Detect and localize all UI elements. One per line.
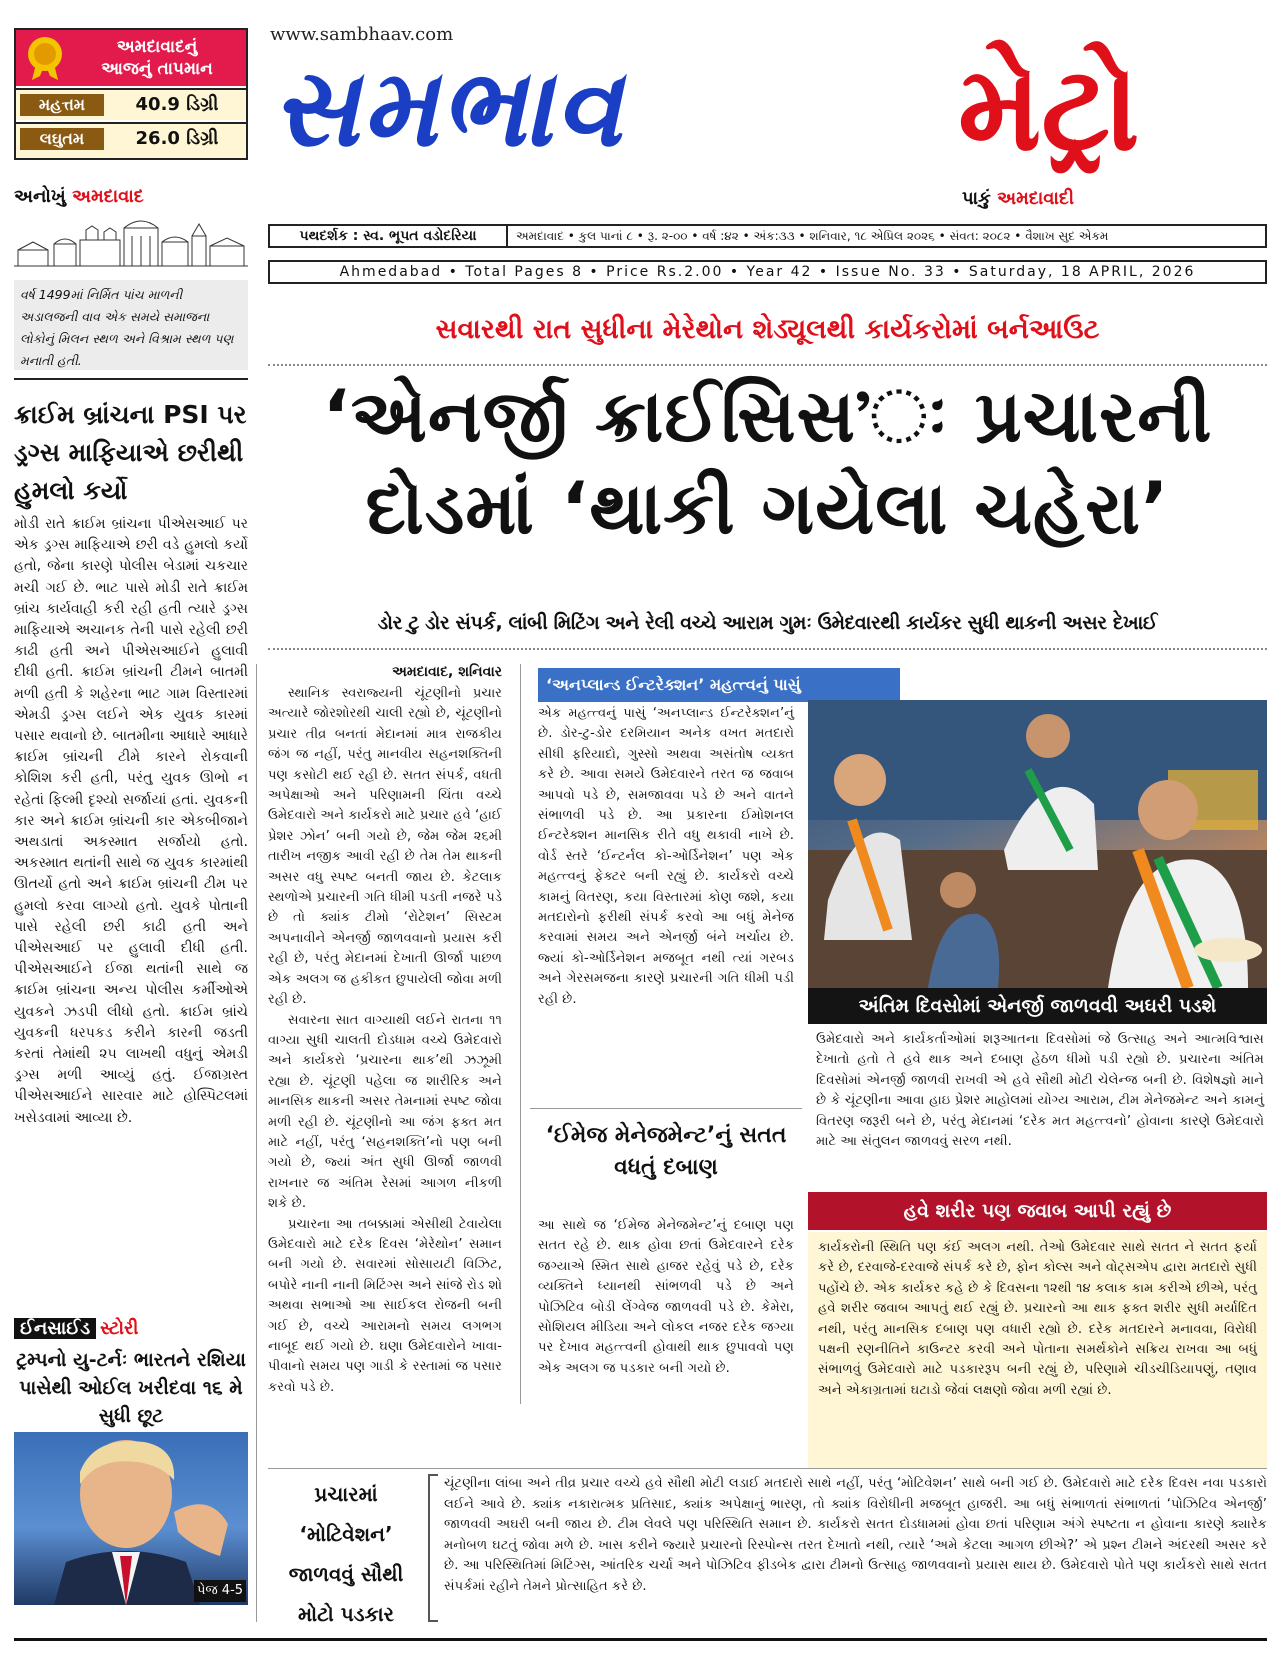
anokhu-caption: વર્ષ 1499માં નિર્મિત પાંચ માળની અડાલજની વાવ એક સમયે સમાજના લોકોનું મિલન સ્થળ અને વિશ્રામ સ્થળ પણ મનાતી હતી. xyxy=(14,280,248,370)
headline-line-2: દોડમાં ‘થાકી ગયેલા ચહેરા’ xyxy=(365,466,1170,550)
weather-box xyxy=(14,28,248,160)
paragraph: સવારના સાત વાગ્યાથી લઈને રાતના ૧૧ વાગ્યા સુધી ચાલતી દોડધામ વચ્ચે ઉમેદવારો અને કાર્યકરો ‘પ્રચારના થાક’થી ઝઝૂમી રહ્યા છે. ચૂંટણી પહેલા જ શારીરિક અને માનસિક થાકની અસર તેમનામાં સ્પષ્ટ જોવા મળી રહી છે. ચૂંટણીનો આ જંગ ફક્ત મત માટે નહીં, પરંતુ ‘સહનશક્તિ’નો પણ બની ગયો છે, જ્યાં અંત સુધી ઊર્જા જાળવી રાખનાર જ અંતિમ રેસમાં આગળ નીકળી શકે છે. xyxy=(268,1012,502,1212)
main-column-1 xyxy=(268,684,502,1398)
bottom-divider xyxy=(268,1468,1267,1469)
box-divider xyxy=(530,1108,802,1109)
inside-tag-a: ઈનસાઈડ xyxy=(14,1318,96,1339)
column-rule xyxy=(256,664,257,1622)
skyline-illustration-icon xyxy=(14,214,248,270)
max-temp-label: મહત્તમ xyxy=(20,94,104,116)
anokhu-label-a: અનોખું xyxy=(14,186,72,207)
left-story-headline: ક્રાઈમ બ્રાંચના PSI પર ડ્રગ્સ માફિયાએ છરીથી હુમલો કર્યો xyxy=(14,400,247,505)
tagline-part-a: પાકું xyxy=(962,188,998,209)
founder-credit: પથદર્શક : સ્વ. ભૂપત વડોદરિયા xyxy=(270,226,508,246)
website-url[interactable]: www.sambhaav.com xyxy=(270,24,454,45)
weather-title: અમદાવાદનું આજનું તાપમાન xyxy=(101,37,213,79)
weather-max-row xyxy=(16,88,246,120)
left-story-body: મોડી રાતે ક્રાઈમ બ્રાંચના પીએસઆઈ પર એક ડ્રગ્સ માફિયાએ છરી વડે હુમલો કર્યો હતો, જેના કારણે પોલીસ બેડામાં ચકચાર મચી ગઈ છે. ભાટ પાસે મોડી રાતે ક્રાઈમ બ્રાંચ કાર્યવાહી કરી રહી હતી ત્યારે ડ્રગ્સ માફિયાએ અચાનક તેની પાસે રહેલી છરી કાઢી હતી અને પીએસઆઈને હુલાવી દીધી હતી. ક્રાઈમ બ્રાંચની ટીમને બાતમી મળી હતી કે શહેરના ભાટ ગામ વિસ્તારમાં એમડી ડ્રગ્સ લઈને એક યુવક કારમાં પસાર થવાનો છે. બાતમીના આધારે આધારે ક્રાઈમ બ્રાંચની ટીમે કારને રોકવાની કોશિશ કરી હતી, પરંતુ યુવક ઊભો ન રહેતાં ફિલ્મી દૃશ્યો સર્જાયાં હતાં. યુવકની કાર અને ક્રાઈમ બ્રાંચની કાર એકબીજાને અથડાતાં અકસ્માત સર્જાયો હતો. અકસ્માત થતાંની સાથે જ યુવક કારમાંથી ઊતર્યો હતો અને ક્રાઈમ બ્રાંચની ટીમ પર હુમલો કરવા લાગ્યો હતો. યુવકે પોતાની પાસે રહેલી છરી કાઢી હતી અને પીએસઆઈ પર હુલાવી દીધી હતી. પીએસઆઈને ઈજા થતાંની સાથે જ ક્રાઈમ બ્રાંચના અન્ય પોલીસ કર્મીઓએ યુવકને ઝડપી લીધો હતો. ક્રાઈમ બ્રાંચે યુવકની ધરપકડ કરીને કારની જડતી કરતાં તેમાંથી ૨૫ લાખથી વધુનું એમડી ડ્રગ્સ મળી આવ્યું હતું. ઈજાગ્રસ્ત પીએસઆઈને સારવાર માટે હોસ્પિટલમાં ખસેડવામાં આવ્યા છે. xyxy=(14,516,248,1126)
image-management-subhead: ‘ઈમેજ મેનેજમેન્ટ’નું સતત વધતું દબાણ xyxy=(545,1123,787,1180)
campaign-photo xyxy=(808,700,1267,988)
dateline-strip-gujarati xyxy=(268,224,1267,248)
tagline-part-b: અમદાવાદી xyxy=(997,188,1075,209)
motivation-body: ચૂંટણીના લાંબા અને તીવ્ર પ્રચાર વચ્ચે હવે સૌથી મોટી લડાઈ મતદારો સાથે નહીં, પરંતુ ‘મોટિવેશન’ સાથે બની ગઈ છે. ઉમેદવારો માટે દરેક દિવસ નવા પડકારો લઈને આવે છે. ક્યાંક નકારાત્મક પ્રતિસાદ, ક્યાંક અપેક્ષાનું ભારણ, તો ક્યાંક વિરોધીની મજબૂત હાજરી. આ બધું સંભાળતાં સંભાળતાં ‘પોઝિટિવ એનર્જી’ જાળવવી અઘરી બની જાય છે. ટીમ લેવલે પણ પરિસ્થિતિ સમાન છે. કાર્યકરો સતત દોડધામમાં હોવા છતાં પરિણામ અંગે સ્પષ્ટતા ન હોવાના કારણે ક્યારેક મનોબળ ઘટતું જોવા મળે છે. ખાસ કરીને જ્યારે પ્રચારનો રિસ્પોન્સ તરત દેખાતો નથી, ત્યારે ‘અમે કેટલા આગળ છીએ?’ એ પ્રશ્ન ટીમને અંદરથી અસર કરે છે. આ પરિસ્થિતિમાં મિટિંગ્સ, આંતરિક ચર્ચા અને પોઝિટિવ ફીડબેક દ્વારા ટીમનો ઉત્સાહ જાળવવાનો પ્રયાસ થાય છે. ઉમેદવારો પોતે પણ કાર્યકરો સાથે સતત સંપર્કમાં રહીને તેમને પ્રોત્સાહિત કરે છે. xyxy=(444,1476,1267,1594)
dateline: અમદાવાદ, શનિવાર xyxy=(392,664,502,680)
logo-sambhaav: સમભાવ xyxy=(267,46,646,171)
paragraph: પ્રચારના આ તબક્કામાં એસીથી ટેવાયેલા ઉમેદવારો માટે દરેક દિવસ ‘મેરેથોન’ સમાન બની ગયો છે. સવારમાં સોસાયટી વિઝિટ, બપોરે નાની નાની મિટિંગ્સ અને સાંજે રોડ શો અથવા સભાઓ આ સાઈકલ રોજની બની ગઈ છે, વચ્ચે આરામનો સમય લગભગ નાબૂદ થઈ ગયો છે. ઘણા ઉમેદવારોને ખાવા-પીવાનો સમય પણ ગાડી કે રસ્તામાં જ પસાર કરવો પડે છે. xyxy=(268,1216,502,1395)
workers-box: કાર્યકરોની સ્થિતિ પણ કંઈ અલગ નથી. તેઓ ઉમેદવાર સાથે સતત ને સતત ફર્યા કરે છે, દરવાજે-દરવાજે સંપર્ક કરે છે, ફોન કોલ્સ અને વોટ્સએપ દ્વારા મતદારો સુધી પહોંચે છે. એક કાર્યકર કહે છે કે દિવસના ૧૨થી ૧૪ કલાક કામ કરીએ છીએ, પરંતુ હવે શરીર જવાબ આપતું થઈ રહ્યું છે. પ્રચારનો આ થાક ફક્ત શરીર સુધી મર્યાદિત નથી, પરંતુ માનસિક દબાણ પણ વધારી રહ્યો છે. દરેક મતદારને મનાવવા, વિરોધી પક્ષની રણનીતિને કાઉન્ટર કરવી અને પોતાના સમર્થકોને સક્રિય રાખવા આ બધું સંભાળવું ઉમેદવારો માટે પડકારરૂપ બની રહ્યું છે, પરિણામે ચીડચીડિયાપણું, તણાવ અને એકાગ્રતામાં ઘટાડો જેવાં લક્ષણો જોવા મળી રહ્યાં છે. xyxy=(808,1232,1267,1468)
min-temp-value: 26.0 ડિગ્રી xyxy=(135,128,219,149)
photo-caption: અંતિમ દિવસોમાં એનર્જી જાળવવી અઘરી પડશે xyxy=(808,988,1267,1024)
main-column-2: એક મહત્ત્વનું પાસું ‘અનપ્લાન્ડ ઈન્ટરેક્શન’નું છે. ડોર-ટુ-ડોર દરમિયાન અનેક વખત મતદારો સીધી ફરિયાદો, ગુસ્સો અથવા અસંતોષ વ્યક્ત કરે છે. આવા સમયે ઉમેદવારને તરત જ જવાબ આપવો પડે છે, સમજાવવા પડે છે અને વાતને સંભાળવી પડે છે. આ પ્રકારના ઈમોશનલ ઈન્ટરેક્શન માનસિક રીતે વધુ થકાવી નાખે છે. વોર્ડ સ્તરે ‘ઈન્ટર્નલ કો-ઓર્ડિનેશન’ પણ એક મહત્ત્વનું ફેક્ટર બની રહ્યું છે. કાર્યકરો વચ્ચે કામનું વિતરણ, કયા વિસ્તારમાં કોણ જશે, કયા મતદારોનો ફરીથી સંપર્ક કરવો આ બધું મેનેજ કરવામાં સમય અને એનર્જી બંને ખર્ચાય છે. જ્યાં કો-ઓર્ડિનેશન મજબૂત નથી ત્યાં ગરબડ અને ગેરસમજના કારણે પ્રચારની ગતિ ધીમી પડી રહી છે. xyxy=(538,706,794,1007)
image-management-body: આ સાથે જ ‘ઈમેજ મેનેજમેન્ટ’નું દબાણ પણ સતત રહે છે. થાક હોવા છતાં ઉમેદવારને દરેક જગ્યાએ સ્મિત સાથે હાજર રહેવું પડે છે, દરેક વ્યક્તિને ધ્યાનથી સાંભળવી પડે છે અને પોઝિટિવ બોડી લેંગ્વેજ જાળવવી પડે છે. કેમેરા, સોશિયલ મીડિયા અને લોકલ નજર દરેક જગ્યા પર દેખાવ મહત્ત્વની હોવાથી થાક છુપાવવો પણ એક અલગ જ પડકાર બની ગયો છે. xyxy=(538,1218,794,1376)
inside-story-headline: ટ્રમ્પનો યુ-ટર્નઃ ભારતને રશિયા પાસેથી ઓઈલ ખરીદવા ૧૬ મે સુધી છૂટ xyxy=(16,1349,246,1427)
main-subhead: ડોર ટુ ડોર સંપર્ક, લાંબી મિટિંગ અને રેલી વચ્ચે આરામ ગુમઃ ઉમેદવારથી કાર્યકર સુધી થાકની અસર દેખાઈ xyxy=(377,612,1158,634)
main-headline xyxy=(268,370,1267,554)
inside-story-tag xyxy=(14,1315,138,1343)
headline-line-1: ‘એનર્જી ક્રાઈસિસ’ઃ પ્રચારની xyxy=(322,374,1213,458)
weather-header xyxy=(16,30,246,86)
min-temp-label: લઘુતમ xyxy=(20,128,104,150)
footer-rule xyxy=(14,1638,1267,1641)
unplanned-subhead: ‘અનપ્લાન્ડ ઈન્ટરેક્શન’ મહત્ત્વનું પાસું xyxy=(538,668,900,702)
max-temp-value: 40.9 ડિગ્રી xyxy=(135,94,219,115)
dotted-divider xyxy=(268,648,1267,650)
anokhu-label-b: અમદાવાદ xyxy=(71,186,144,207)
inside-tag-b: સ્ટોરી xyxy=(100,1318,139,1339)
issue-meta-gujarati: અમદાવાદ • કુલ પાનાં ૮ • રૂ. ૨-૦૦ • વર્ષ :૪૨ • અંક:૩૩ • શનિવાર, ૧૮ એપ્રિલ ૨૦૨૬ • સંવત: ૨૦૮૨ • વૈશાખ સુદ એકમ xyxy=(516,229,1109,243)
tired-campaigners-photo-icon xyxy=(808,700,1267,988)
motivation-subhead: પ્રચારમાં ‘મોટિવેશન’ જાળવવું સૌથી મોટો પડકાર xyxy=(288,1482,404,1626)
bracket-divider xyxy=(428,1474,438,1622)
column-rule xyxy=(520,664,521,1404)
page-reference[interactable]: પેજ 4-5 xyxy=(194,1580,246,1602)
left-divider xyxy=(14,378,248,380)
main-kicker: સવારથી રાત સુધીના મેરેથોન શેડ્યૂલથી કાર્યકરોમાં બર્નઆઉટ xyxy=(435,314,1100,345)
dotted-divider xyxy=(268,364,1267,366)
energy-body: ઉમેદવારો અને કાર્યકર્તાઓમાં શરૂઆતના દિવસોમાં જે ઉત્સાહ અને આત્મવિશ્વાસ દેખાતો હતો તે હવે થાક અને દબાણ હેઠળ ધીમો પડી રહ્યો છે. પ્રચારના અંતિમ દિવસોમાં એનર્જી જાળવી રાખવી એ હવે સૌથી મોટી ચેલેન્જ બની છે. વિશેષજ્ઞો માને છે કે ચૂંટણીના આવા હાઇ પ્રેશર માહોલમાં યોગ્ય આરામ, ટીમ મેનેજમેન્ટ અને કામનું વિતરણ જરૂરી બને છે, પરંતુ મેદાનમાં ‘દરેક મત મહત્ત્વનો’ હોવાના કારણે ઉમેદવારો માટે આ સંતુલન જાળવવું સરળ નથી. xyxy=(816,1032,1264,1150)
weather-min-row xyxy=(16,122,246,158)
body-answer-subhead: હવે શરીર પણ જવાબ આપી રહ્યું છે xyxy=(808,1192,1267,1230)
logo-metro: મેટ્રો xyxy=(958,39,1140,177)
paragraph: સ્થાનિક સ્વરાજ્યની ચૂંટણીનો પ્રચાર અત્યારે જોરશોરથી ચાલી રહ્યો છે, ચૂંટણીનો પ્રચાર તીવ્ર બનતાં મેદાનમાં માત્ર રાજકીય જંગ જ નહીં, પરંતુ માનવીય સહનશક્તિની પણ કસોટી થઈ રહી છે. સતત સંપર્ક, વધતી અપેક્ષાઓ અને પરિણામની ચિંતા વચ્ચે ઉમેદવારો અને કાર્યકરો માટે પ્રચાર હવે ‘હાઈ પ્રેશર ઝોન’ બની ગયો છે, જેમ જેમ ૨૬મી તારીખ નજીક આવી રહી છે તેમ તેમ થાકની અસર વધુ સ્પષ્ટ બનતી જાય છે. કેટલાક સ્થળોએ પ્રચારની ગતિ ધીમી પડતી નજરે પડે છે તો ક્યાંક ટીમો ‘રોટેશન’ સિસ્ટમ અપનાવીને એનર્જી જાળવવાનો પ્રયાસ કરી રહી છે, પરંતુ મેદાનમાં દેખાતી ઊર્જા પાછળ એક અલગ જ હકીકત છુપાયેલી જોવા મળી રહી છે. xyxy=(268,686,502,1008)
tagline xyxy=(962,188,1074,209)
issue-meta-english: Ahmedabad • Total Pages 8 • Price Rs.2.00 • Year 42 • Issue No. 33 • Saturday, 18 APRIL, 2026 xyxy=(268,260,1267,284)
sun-medal-icon xyxy=(24,36,66,80)
anokhu-label xyxy=(14,186,144,207)
